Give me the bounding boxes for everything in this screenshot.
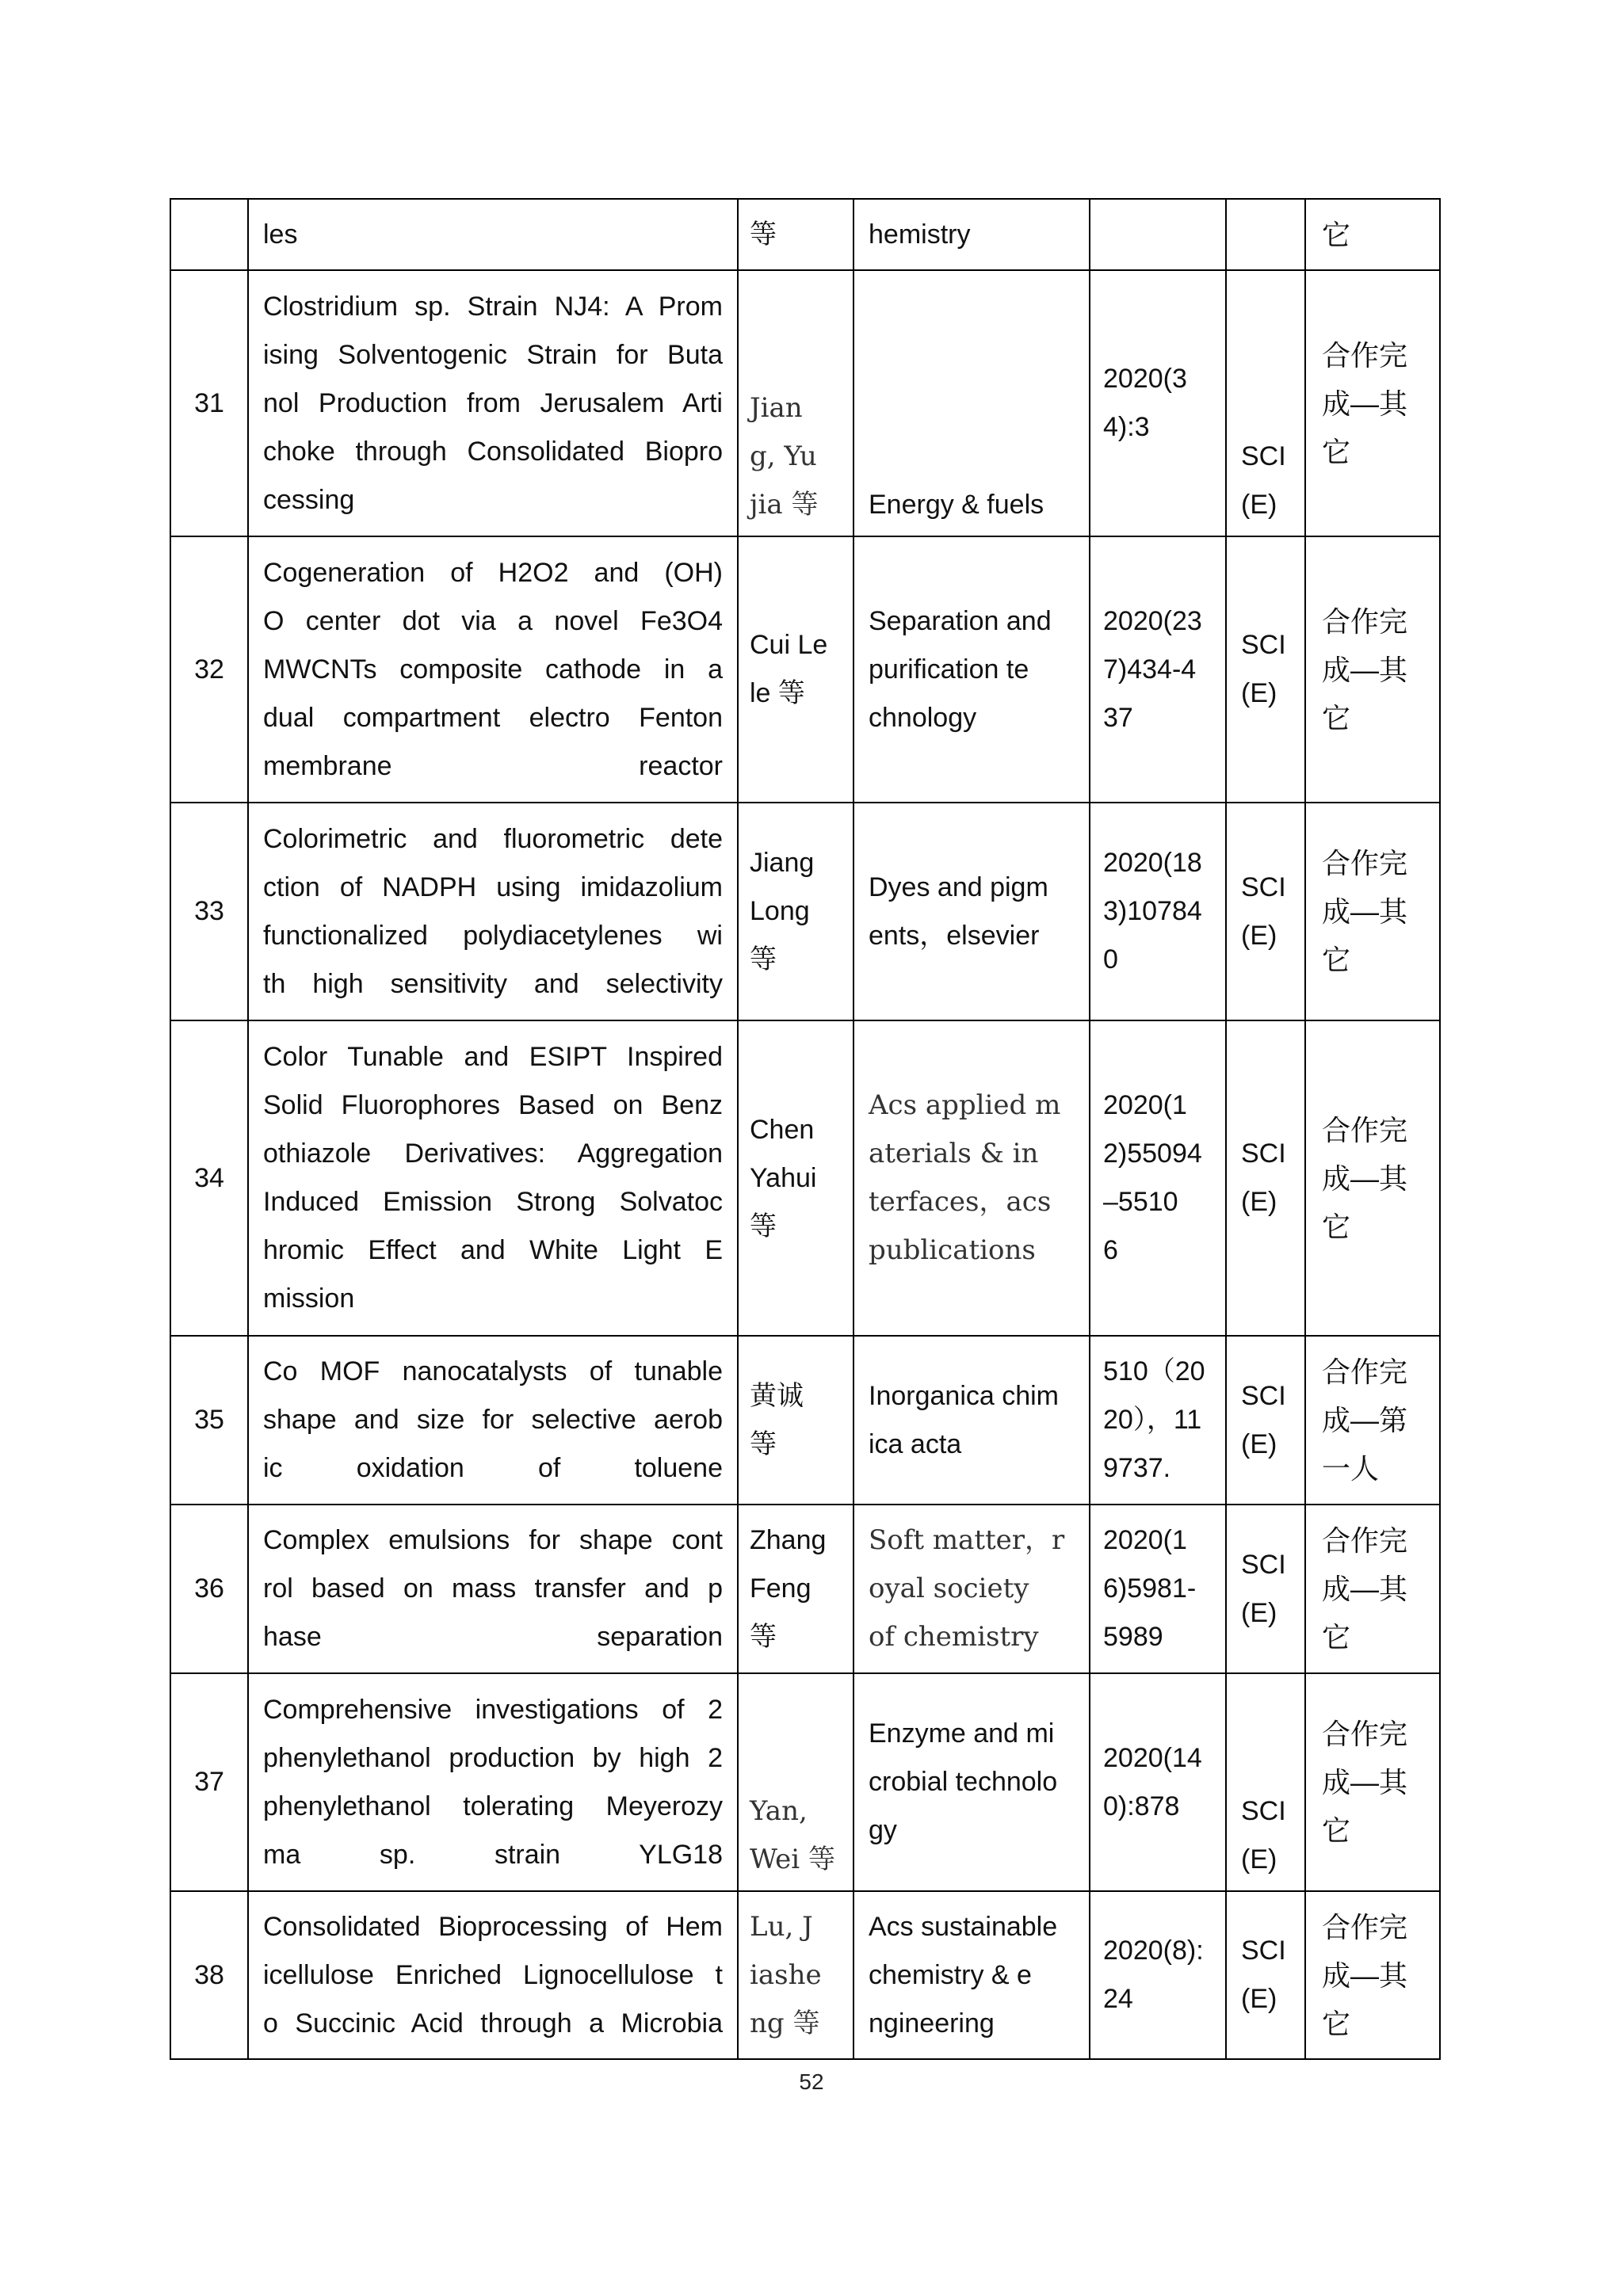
year-volume-cell [1090, 199, 1226, 270]
journal-cell: Soft matter，r oyal society of chemistry [854, 1505, 1090, 1673]
paper-title-cell: Clostridium sp. Strain NJ4: A Prom ising Solventogenic Strain for Buta nol Production from Jerusalem Arti choke through Consolidated Biopro cessing [248, 270, 738, 536]
year-volume-cell: 2020(23 7)434-4 37 [1090, 536, 1226, 803]
paper-title-cell: Cogeneration of H2O2 and (OH) O center dot via a novel Fe3O4 MWCNTs composite cathode in a dual compartment electro Fenton membrane reactor [248, 536, 738, 803]
year-volume-cell: 2020(1 2)55094 –5510 6 [1090, 1020, 1226, 1336]
completion-role-cell: 合作完 成—其 它 [1305, 1505, 1440, 1673]
index-type-cell: SCI (E) [1226, 1505, 1305, 1673]
paper-title-cell: Complex emulsions for shape cont rol based on mass transfer and p hase separation [248, 1505, 738, 1673]
year-volume-cell: 2020(1 6)5981- 5989 [1090, 1505, 1226, 1673]
completion-role-cell: 合作完 成—其 它 [1305, 1020, 1440, 1336]
authors-cell: Lu, J iashe ng 等 [738, 1891, 854, 2059]
authors-cell: Cui Le le 等 [738, 536, 854, 803]
row-number-cell: 32 [170, 536, 248, 803]
completion-role-cell: 合作完 成—其 它 [1305, 270, 1440, 536]
year-volume-cell: 2020(3 4):3 [1090, 270, 1226, 536]
publication-table [170, 198, 1441, 2060]
table-row [170, 536, 1440, 803]
authors-cell: Chen Yahui 等 [738, 1020, 854, 1336]
paper-title-cell: Consolidated Bioprocessing of Hem icellulose Enriched Lignocellulose t o Succinic Acid through a Microbia [248, 1891, 738, 2059]
completion-role-cell: 合作完 成—其 它 [1305, 1673, 1440, 1891]
authors-cell: Jian g, Yu jia 等 [738, 270, 854, 536]
journal-cell: Separation and purification te chnology [854, 536, 1090, 803]
index-type-cell: SCI (E) [1226, 1020, 1305, 1336]
year-volume-cell: 510（20 20），11 9737. [1090, 1336, 1226, 1505]
row-number-cell: 37 [170, 1673, 248, 1891]
table-row [170, 803, 1440, 1020]
row-number-cell: 36 [170, 1505, 248, 1673]
completion-role-cell: 合作完 成—其 它 [1305, 1891, 1440, 2059]
authors-cell: 黄诚 等 [738, 1336, 854, 1505]
publication-table-container [170, 198, 1439, 2060]
table-row [170, 1336, 1440, 1505]
index-type-cell: SCI (E) [1226, 536, 1305, 803]
year-volume-cell: 2020(8): 24 [1090, 1891, 1226, 2059]
year-volume-cell: 2020(14 0):878 [1090, 1673, 1226, 1891]
index-type-cell [1226, 199, 1305, 270]
journal-cell: Dyes and pigm ents，elsevier [854, 803, 1090, 1020]
paper-title-cell: Colorimetric and fluorometric dete ction of NADPH using imidazolium functionalized polydiacetylenes wi th high sensitivity and selectivity [248, 803, 738, 1020]
paper-title-cell: Color Tunable and ESIPT Inspired Solid Fluorophores Based on Benz othiazole Derivatives: Aggregation Induced Emission Strong Solvatoc hromic Effect and White Light E mission [248, 1020, 738, 1336]
page-number: 52 [799, 2069, 824, 2094]
index-type-cell: SCI (E) [1226, 803, 1305, 1020]
journal-cell: Enzyme and mi crobial technolo gy [854, 1673, 1090, 1891]
paper-title-cell: Co MOF nanocatalysts of tunable shape and size for selective aerob ic oxidation of toluene [248, 1336, 738, 1505]
index-type-cell: SCI (E) [1226, 1891, 1305, 2059]
table-row [170, 1020, 1440, 1336]
row-number-cell [170, 199, 248, 270]
completion-role-cell: 合作完 成—第 一人 [1305, 1336, 1440, 1505]
row-number-cell: 35 [170, 1336, 248, 1505]
completion-role-cell: 合作完 成—其 它 [1305, 536, 1440, 803]
table-row [170, 1673, 1440, 1891]
authors-cell: Zhang Feng 等 [738, 1505, 854, 1673]
index-type-cell: SCI (E) [1226, 270, 1305, 536]
journal-cell: Acs sustainable chemistry & e ngineering [854, 1891, 1090, 2059]
row-number-cell: 34 [170, 1020, 248, 1336]
table-row [170, 270, 1440, 536]
year-volume-cell: 2020(18 3)10784 0 [1090, 803, 1226, 1020]
journal-cell: Acs applied m aterials & in terfaces，acs publications [854, 1020, 1090, 1336]
table-row [170, 1505, 1440, 1673]
completion-role-cell: 它 [1305, 199, 1440, 270]
authors-cell: Jiang Long 等 [738, 803, 854, 1020]
authors-cell: Yan, Wei 等 [738, 1673, 854, 1891]
row-number-cell: 33 [170, 803, 248, 1020]
index-type-cell: SCI (E) [1226, 1673, 1305, 1891]
index-type-cell: SCI (E) [1226, 1336, 1305, 1505]
row-number-cell: 38 [170, 1891, 248, 2059]
table-row [170, 1891, 1440, 2059]
journal-cell: Energy & fuels [854, 270, 1090, 536]
authors-cell: 等 [738, 199, 854, 270]
journal-cell: Inorganica chim ica acta [854, 1336, 1090, 1505]
row-number-cell: 31 [170, 270, 248, 536]
table-row [170, 199, 1440, 270]
completion-role-cell: 合作完 成—其 它 [1305, 803, 1440, 1020]
paper-title-cell: les [248, 199, 738, 270]
paper-title-cell: Comprehensive investigations of 2 phenylethanol production by high 2 phenylethanol tolerating Meyerozy ma sp. strain YLG18 [248, 1673, 738, 1891]
journal-cell: hemistry [854, 199, 1090, 270]
